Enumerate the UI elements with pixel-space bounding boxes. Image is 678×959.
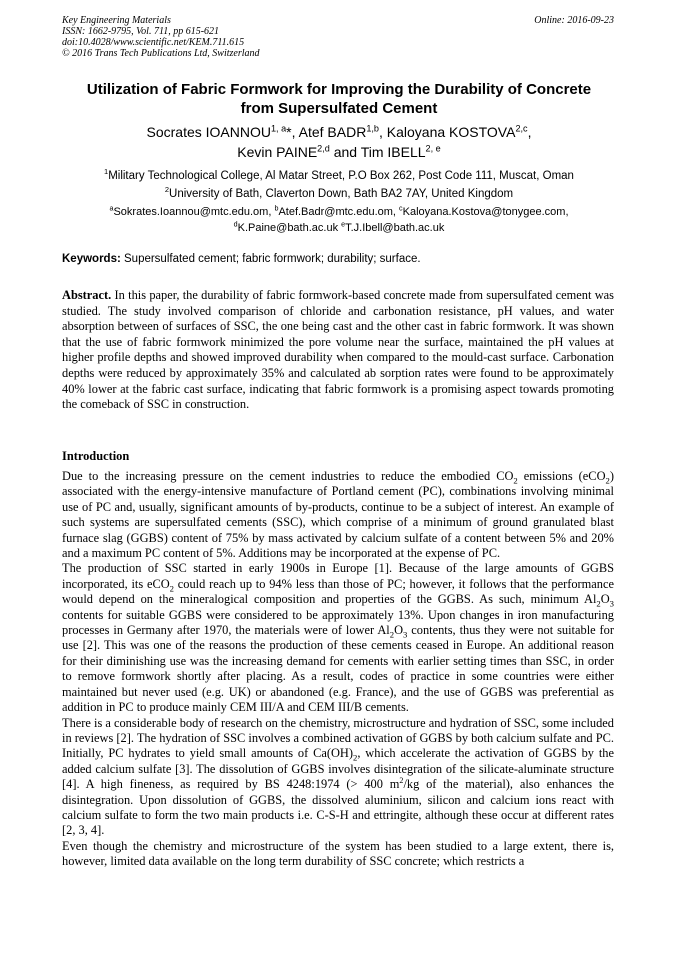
intro-p2-text-c: O: [600, 592, 610, 607]
subscript-2: 2: [353, 752, 358, 763]
subscript-3: 3: [403, 629, 408, 640]
affiliation-1-text: Military Technological College, Al Matar Street, P.O Box 262, Post Code 111, Muscat, Oman: [108, 170, 574, 182]
intro-p2-text-d: contents for suitable GGBS were considered to be approximately 13%. Upon changes in iron manufacturing processes in Germany after 1970, the materials were of lower Al: [62, 607, 614, 638]
author-ioannou: Socrates IOANNOU: [146, 124, 271, 140]
intro-paragraph-1: [62, 469, 614, 561]
email-paine[interactable]: K.Paine@bath.ac.uk: [237, 222, 339, 234]
journal-name: Key Engineering Materials: [62, 15, 171, 26]
abstract-text: In this paper, the durability of fabric formwork-based concrete made from supersulfated cement was studied. The study involved comparison of chloride and carbonation resistance, pH values, and water absorption between of surfaces of SSC, the one being cast and the other cast in fabric formwork. It was shown that the use of fabric formwork minimized the pore volume near the surface, maintained the pH values at higher profile depths and showed improved durability when compared to the mould-cast surface. Carbonation depths were reduced by approximately 35% and calculated ab sorption rates were found to be approximately 40% lower at the fabric cast surface, indicating that fabric formwork is a promising aspect towards promoting the comeback of SSC in construction.: [62, 288, 614, 412]
affiliation-1: [40, 167, 638, 185]
affiliation-1-number: 1: [104, 167, 109, 177]
subscript-3: 3: [609, 598, 614, 609]
journal-doi: doi:10.4028/www.scientific.net/KEM.711.615: [62, 37, 245, 48]
author-kostova: Kaloyana KOSTOVA: [386, 124, 516, 140]
keywords-label: Keywords:: [62, 253, 121, 265]
title-line-2: from Supersulfated Cement: [240, 100, 438, 117]
emails-line-2: [40, 220, 638, 236]
emails-line-1: [40, 204, 638, 220]
subscript-2: 2: [389, 629, 395, 640]
author-paine: Kevin PAINE: [237, 144, 318, 160]
author-ibell-affil: 2, e: [425, 143, 441, 154]
corresponding-author-mark: *: [286, 124, 292, 140]
intro-p3-text-b: , which accelerate the activation of GGBS by the added calcium sulfate [3]. The dissolution of GGBS involves disintegration of the silicate-aluminate structure [4]. A high fineness, as required by BS 4248:1974 (> 400 m: [62, 746, 614, 792]
subscript-2: 2: [513, 475, 518, 486]
subscript-2: 2: [169, 583, 174, 594]
intro-paragraph-4: Even though the chemistry and microstructure of the system has been studied to a large extent, there is, however, limited data available on the long term durability of SSC concrete; which restricts a: [62, 838, 614, 869]
author-emails: [40, 204, 638, 236]
intro-p1-text-a: Due to the increasing pressure on the cement industries to reduce the embodied CO: [62, 469, 514, 483]
intro-p1-text-c: ) associated with the energy-intensive manufacture of Portland cement (PC), combinations involving minimal use of PC and, usually, significant amounts of by-products, continue to be a subject of interest. An example of such systems are supersulfated cements (SSC), which comprise of a minimum of ground granulated blast furnace slag (GGBS) content of 75% by mass activated by calcium sulfate of a content between 5% and 20% and a maximum PC content of 5%. Additions may be incorporated at the expense of PC.: [62, 469, 614, 561]
intro-p2-text-e: O: [394, 623, 404, 638]
author-conjunction: and: [333, 144, 358, 160]
intro-paragraph-2: [62, 561, 614, 715]
email-a-label: a: [109, 204, 114, 213]
author-paine-affil: 2,d: [317, 143, 330, 154]
section-heading-introduction: Introduction: [62, 449, 130, 463]
abstract: [62, 288, 614, 413]
intro-p1-text-b: emissions (eCO: [517, 469, 606, 483]
title-line-1: Utilization of Fabric Formwork for Improving the Durability of Concrete: [86, 81, 592, 98]
authors-line-1: Socrates IOANNOU$^{1, a}$*, Atef BADR$^{1,b}$, Kaloyana KOSTOVA$^{2,c}$,: [146, 123, 532, 140]
intro-paragraph-3: [62, 716, 614, 839]
abstract-label: Abstract.: [62, 288, 112, 302]
subscript-2: 2: [596, 598, 601, 609]
author-ibell: Tim IBELL: [360, 144, 426, 160]
author-ioannou-affil: 1, a: [271, 123, 287, 134]
intro-p2-text-b: could reach up to 94% less than those of PC; however, it follows that the performance would depend on the mineralogical composition and properties of the GGBS. As such, minimum Al: [62, 576, 615, 607]
online-date: Online: 2016-09-23: [534, 15, 614, 26]
authors-line-2: [40, 142, 638, 162]
introduction-body: [62, 469, 614, 870]
affiliation-2: [40, 185, 638, 203]
subscript-2: 2: [605, 475, 610, 486]
email-e-label: e: [341, 220, 346, 229]
affiliations: [40, 167, 638, 203]
keywords-text: Supersulfated cement; fabric formwork; durability; surface.: [124, 253, 421, 265]
affiliation-2-number: 2: [164, 185, 170, 195]
author-badr: Atef BADR: [298, 124, 367, 140]
intro-p2-text-a: The production of SSC started in early 1900s in Europe [1]. Because of the large amounts of GGBS incorporated, its eCO: [62, 561, 614, 591]
affiliation-2-text: University of Bath, Claverton Down, Bath BA2 7AY, United Kingdom: [169, 188, 514, 200]
email-ibell[interactable]: T.J.Ibell@bath.ac.uk: [345, 222, 445, 234]
author-badr-affil: 1,b: [366, 123, 379, 134]
email-ioannou[interactable]: Sokrates.Ioannou@mtc.edu.om,: [113, 206, 272, 218]
paper-title: [40, 80, 638, 118]
email-c-label: c: [399, 204, 403, 213]
journal-issn: ISSN: 1662-9795, Vol. 711, pp 615-621: [62, 26, 220, 37]
email-kostova[interactable]: Kaloyana.Kostova@tonygee.com,: [402, 206, 569, 218]
author-kostova-affil: 2,c: [515, 123, 528, 134]
email-b-label: b: [274, 204, 279, 213]
keywords: [62, 252, 614, 267]
intro-p3-text-c: /kg of the material), also enhances the disintegration. Upon dissolution of GGBS, the dissolved aluminium, silicon and calcium ions react with calcium sulfate to form the two main products i.e. C-S-H and ettringite, although these occur at different rates [2, 3, 4].: [62, 777, 614, 838]
journal-header: [62, 15, 614, 59]
superscript-2: 2: [399, 776, 404, 785]
intro-p3-text-a: There is a considerable body of research on the chemistry, microstructure and hydration of SSC, some included in reviews [2]. The hydration of SSC involves a combined activation of GGBS by both calcium sulfate and PC. Initially, PC hydrates to yield small amounts of Ca(OH): [62, 715, 614, 761]
email-badr[interactable]: Atef.Badr@mtc.edu.om,: [278, 206, 396, 218]
journal-copyright: © 2016 Trans Tech Publications Ltd, Switzerland: [62, 48, 260, 59]
email-d-label: d: [233, 220, 238, 229]
intro-p2-text-f: contents, thus they were not suitable for use [2]. This was one of the reasons the production of these cements ceased in Europe. An additional reason for their diminishing use was the increasing demand for cements with earlier setting times than SSC, in order to remove formwork shortly after placing. As a result, codes of practice in some countries were either maintained but never used (e.g. UK) or abandoned (e.g. France), and the use of GGBS was preferential as addition in PC to produce mainly CEM III/A and CEM III/B cements.: [62, 623, 614, 715]
author-list: [40, 122, 638, 162]
